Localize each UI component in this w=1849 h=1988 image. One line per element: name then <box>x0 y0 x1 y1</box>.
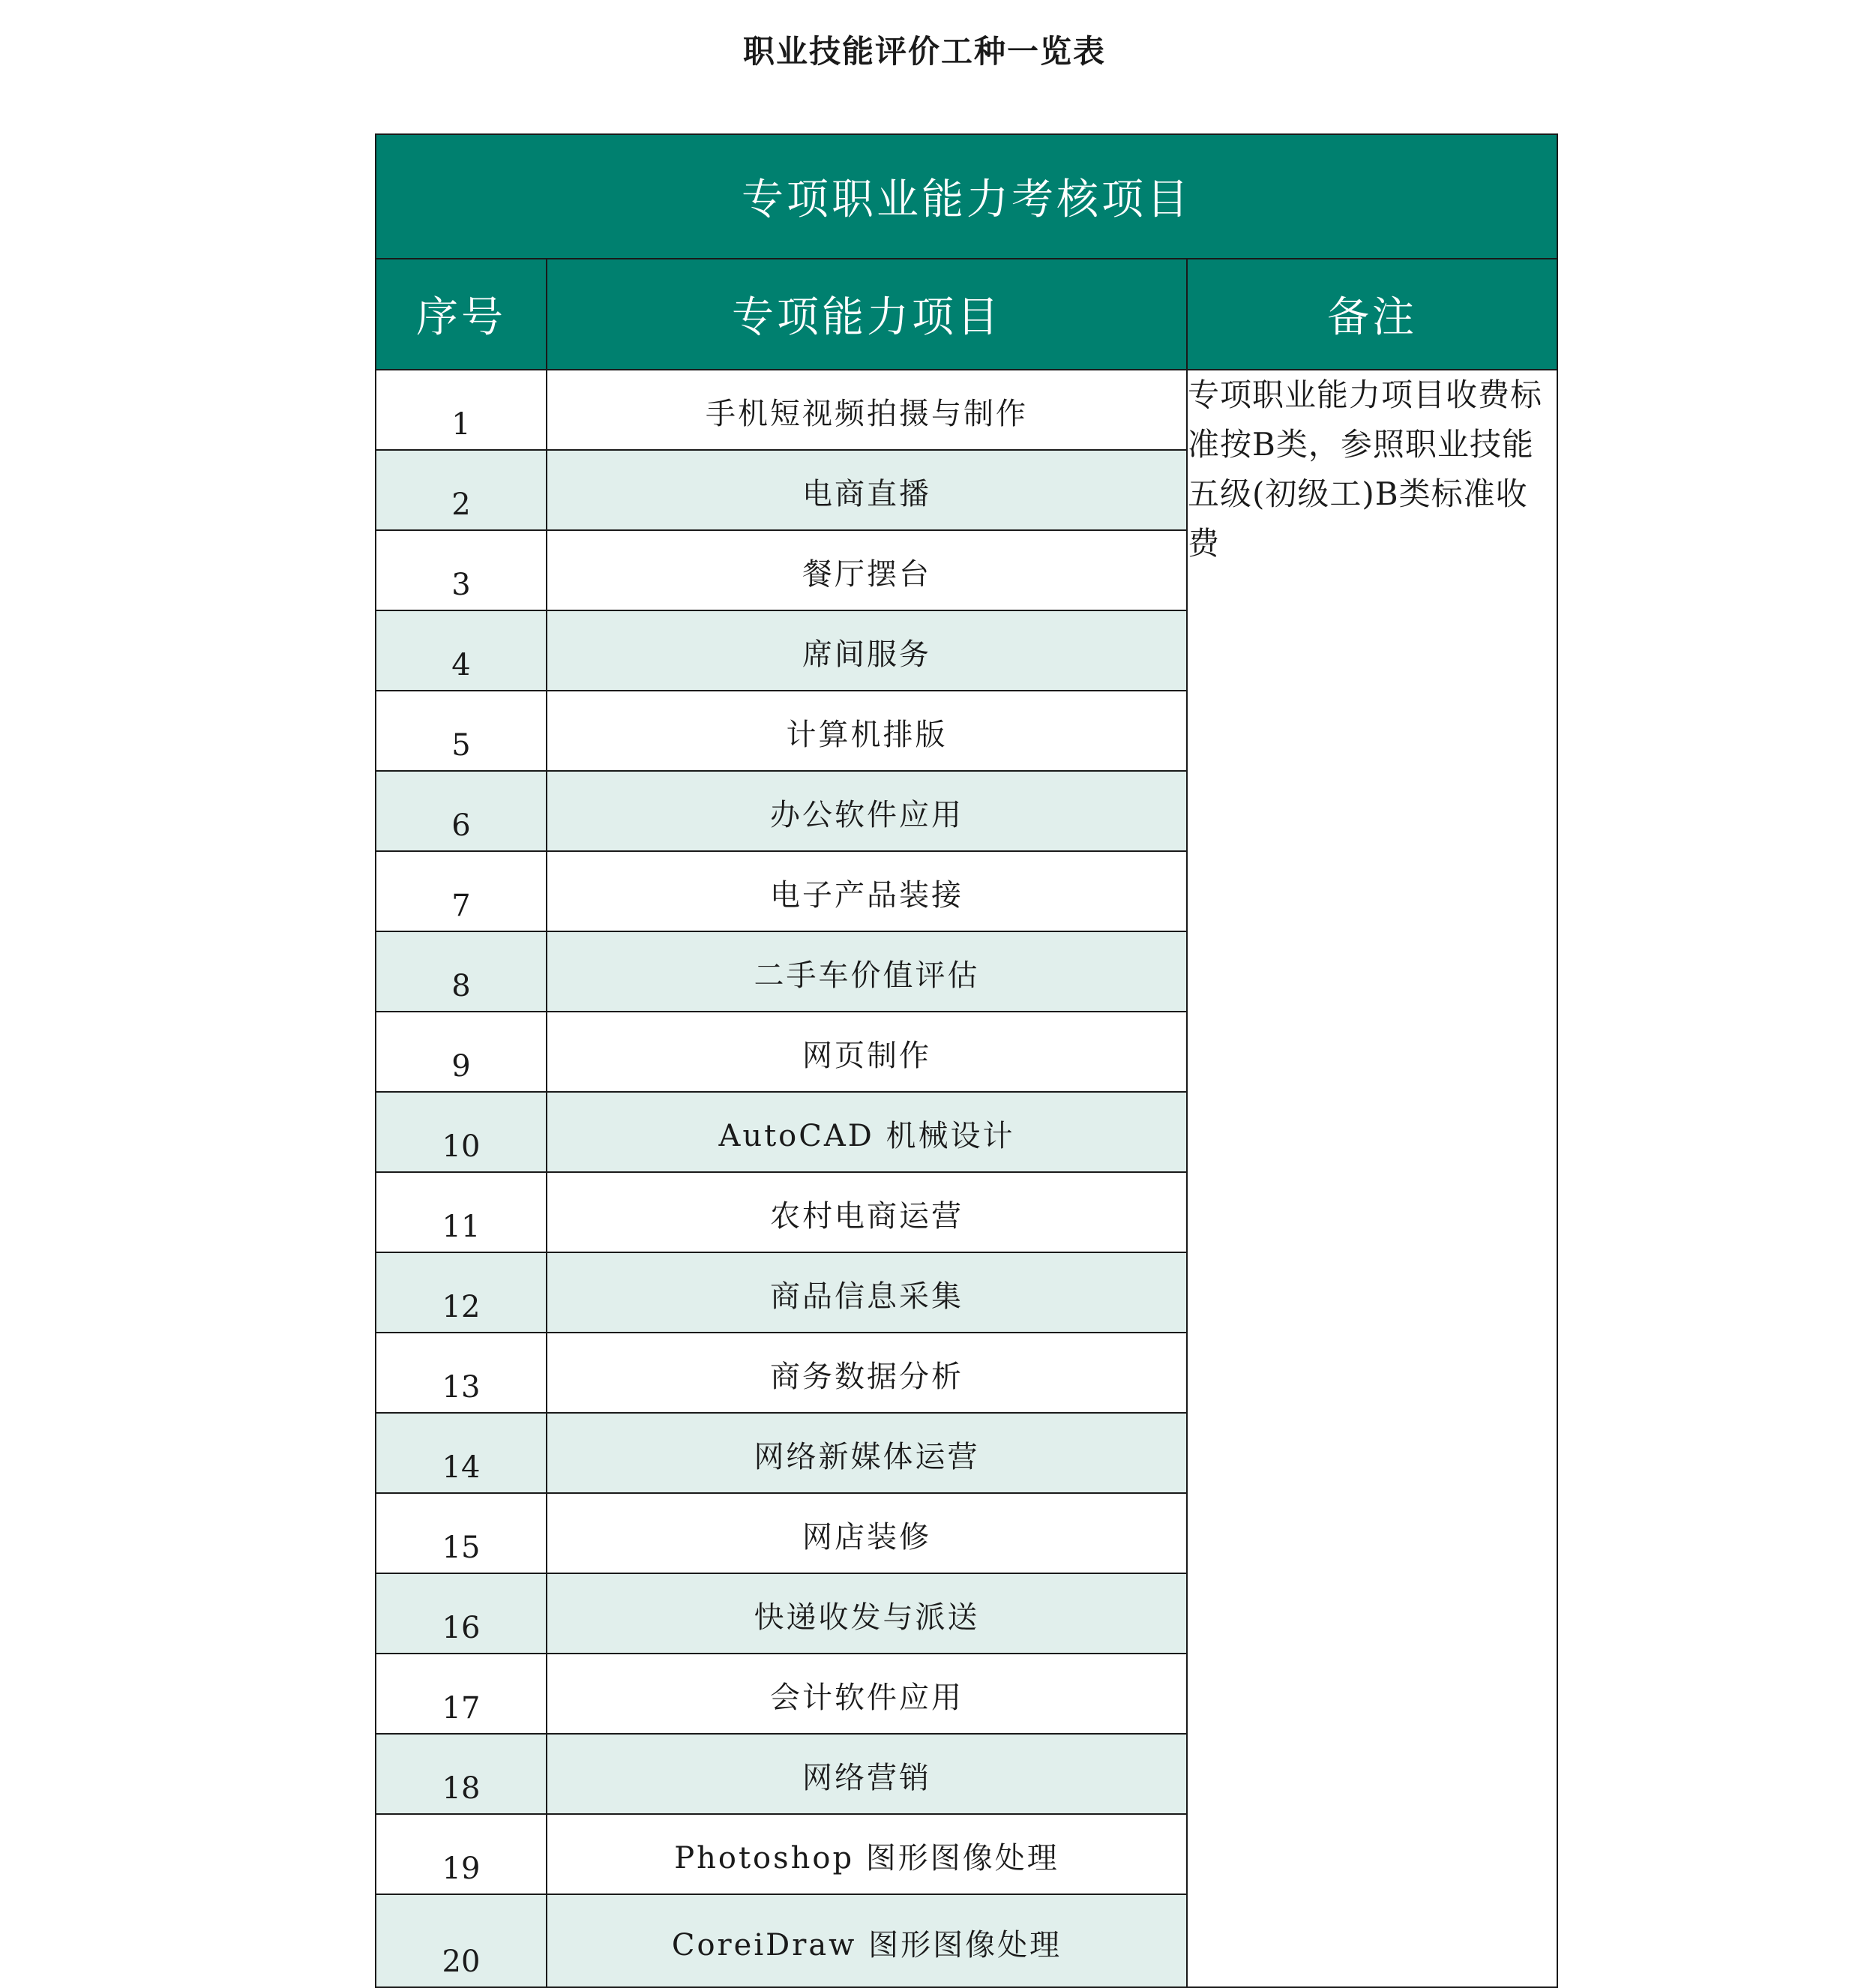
row-number: 18 <box>376 1734 547 1814</box>
row-item: 农村电商运营 <box>547 1172 1187 1252</box>
row-number: 15 <box>376 1493 547 1573</box>
row-item: 会计软件应用 <box>547 1654 1187 1734</box>
table-banner: 专项职业能力考核项目 <box>376 134 1557 259</box>
row-item: CoreiDraw 图形图像处理 <box>547 1894 1187 1987</box>
row-item: 网络新媒体运营 <box>547 1413 1187 1493</box>
row-number: 9 <box>376 1012 547 1092</box>
row-item: AutoCAD 机械设计 <box>547 1092 1187 1172</box>
row-item: 商务数据分析 <box>547 1333 1187 1413</box>
row-item: 席间服务 <box>547 610 1187 691</box>
row-number: 13 <box>376 1333 547 1413</box>
row-number: 7 <box>376 851 547 931</box>
header-number: 序号 <box>376 259 547 370</box>
table-row <box>376 370 1557 450</box>
row-number: 8 <box>376 931 547 1012</box>
row-number: 16 <box>376 1573 547 1654</box>
row-item: 网页制作 <box>547 1012 1187 1092</box>
document-title: 职业技能评价工种一览表 <box>742 33 1106 70</box>
row-number: 11 <box>376 1172 547 1252</box>
skills-table <box>375 133 1558 1988</box>
row-number: 1 <box>376 370 547 450</box>
row-item: 电商直播 <box>547 450 1187 530</box>
row-item: 二手车价值评估 <box>547 931 1187 1012</box>
fee-note: 专项职业能力项目收费标准按B类，参照职业技能五级(初级工)B类标准收费 <box>1187 370 1557 1987</box>
row-number: 6 <box>376 771 547 851</box>
row-item: 商品信息采集 <box>547 1252 1187 1333</box>
banner-row <box>376 134 1557 259</box>
row-number: 20 <box>376 1894 547 1987</box>
row-number: 14 <box>376 1413 547 1493</box>
row-item: 网店装修 <box>547 1493 1187 1573</box>
row-item: 网络营销 <box>547 1734 1187 1814</box>
header-note: 备注 <box>1187 259 1557 370</box>
row-number: 10 <box>376 1092 547 1172</box>
row-item: 快递收发与派送 <box>547 1573 1187 1654</box>
row-item: 手机短视频拍摄与制作 <box>547 370 1187 450</box>
row-item: 计算机排版 <box>547 691 1187 771</box>
row-item: 办公软件应用 <box>547 771 1187 851</box>
row-number: 19 <box>376 1814 547 1894</box>
row-number: 17 <box>376 1654 547 1734</box>
row-number: 2 <box>376 450 547 530</box>
row-item: Photoshop 图形图像处理 <box>547 1814 1187 1894</box>
row-number: 12 <box>376 1252 547 1333</box>
row-number: 5 <box>376 691 547 771</box>
header-item: 专项能力项目 <box>547 259 1187 370</box>
row-item: 电子产品装接 <box>547 851 1187 931</box>
header-row <box>376 259 1557 370</box>
row-number: 4 <box>376 610 547 691</box>
row-item: 餐厅摆台 <box>547 530 1187 610</box>
row-number: 3 <box>376 530 547 610</box>
